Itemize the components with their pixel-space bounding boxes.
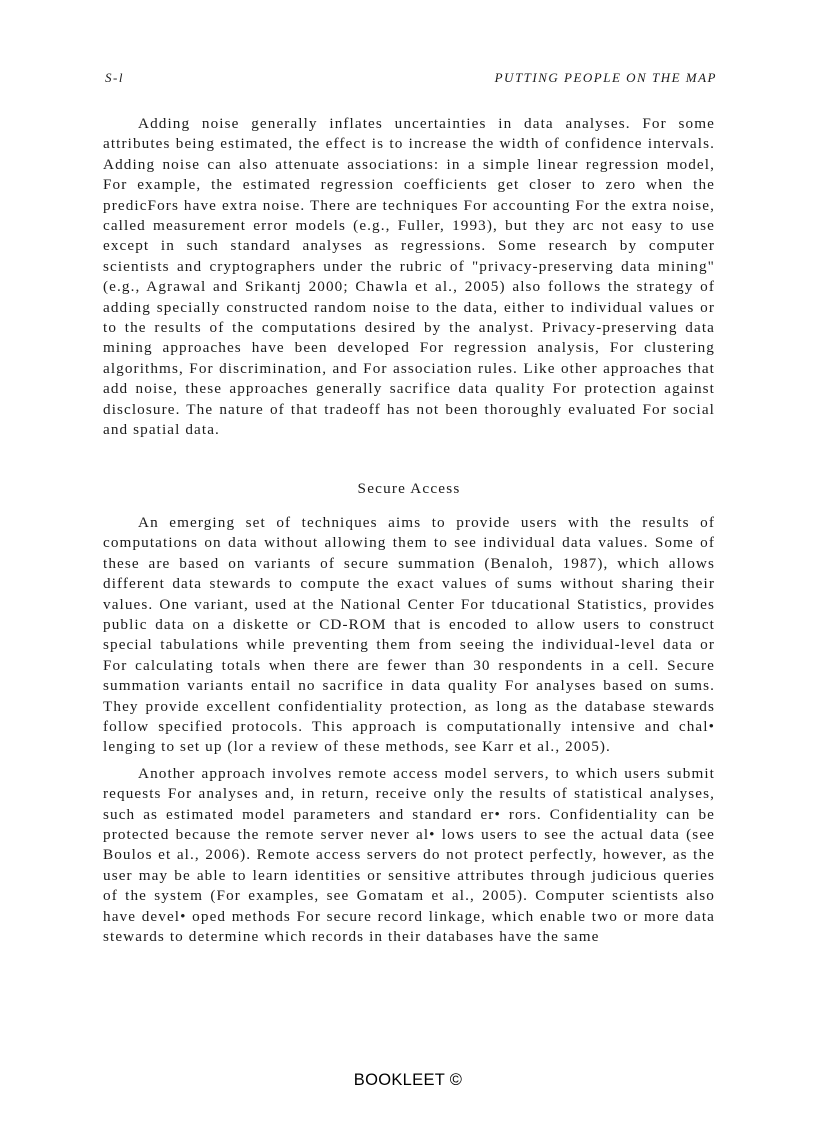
- page-number: S-l: [105, 70, 124, 85]
- paragraph-noise: Adding noise generally inflates uncertainties in data analyses. For some attributes being estimated, the effect is to increase the width of confidence intervals. Adding noise can also attenuate associations: in a simple linear regression model, For example, the estimated regression coefficients get closer to zero when the predicFors have extra noise. There are techniques For accounting For the extra noise, called measurement error models (e.g., Fuller, 1993), but they arc not easy to use except in such standard analyses as regressions. Some research by computer scientists and cryptographers under the rubric of "privacy-preserving data mining" (e.g., Agrawal and Srikantj 2000; Chawla et al., 2005) also follows the strategy of adding specially constructed random noise to the data, either to individual values or to the results of the computations desired by the analyst. Privacy-preserving data mining approaches have been developed For regression analysis, For clustering algorithms, For discrimination, and For association rules. Like other approaches that add noise, these approaches generally sacrifice data quality For protection against disclosure. The nature of that tradeoff has not been thoroughly evaluated For social and spatial data.: [103, 115, 715, 439]
- section-heading-secure-access: Secure Access: [357, 479, 461, 497]
- paragraph-secure-summation: An emerging set of techniques aims to provide users with the results of computations on data without allowing them to see individual data values. Some of these are based on variants of secure summation (Benaloh, 1987), which allows different data stewards to compute the exact values of sums without sharing their values. One variant, used at the National Center For tducational Statistics, provides public data on a diskette or CD-ROM that is encoded to allow users to construct special tabulations while preventing them from seeing the individual-level data or For calculating totals when there are fewer than 30 respondents in a cell. Secure summation variants entail no sacrifice in data quality For analyses based on sums. They provide excellent confidentiality protection, as long as the database stewards follow specified protocols. This approach is computationally intensive and chal• lenging to set up (lor a review of these methods, see Karr et al., 2005).: [103, 513, 715, 756]
- page-body: [103, 114, 715, 947]
- footer-watermark: BOOKLEET ©: [353, 1071, 463, 1089]
- running-header: [105, 70, 717, 90]
- paragraph-remote-access: Another approach involves remote access model servers, to which users submit requests For analyses and, in return, receive only the results of statistical analyses, such as estimated model parameters and standard er• rors. Confidentiality can be protected because the remote server never al• lows users to see the actual data (see Boulos et al., 2006). Remote access servers do not protect perfectly, however, as the user may be able to learn identities or sensitive attributes through judicious queries of the system (For examples, see Gomatam et al., 2005). Computer scientists also have devel• oped methods For secure record linkage, which enable two or more data stewards to determine which records in their databases have the same: [103, 764, 715, 946]
- running-title: PUTTING PEOPLE ON THE MAP: [494, 70, 717, 85]
